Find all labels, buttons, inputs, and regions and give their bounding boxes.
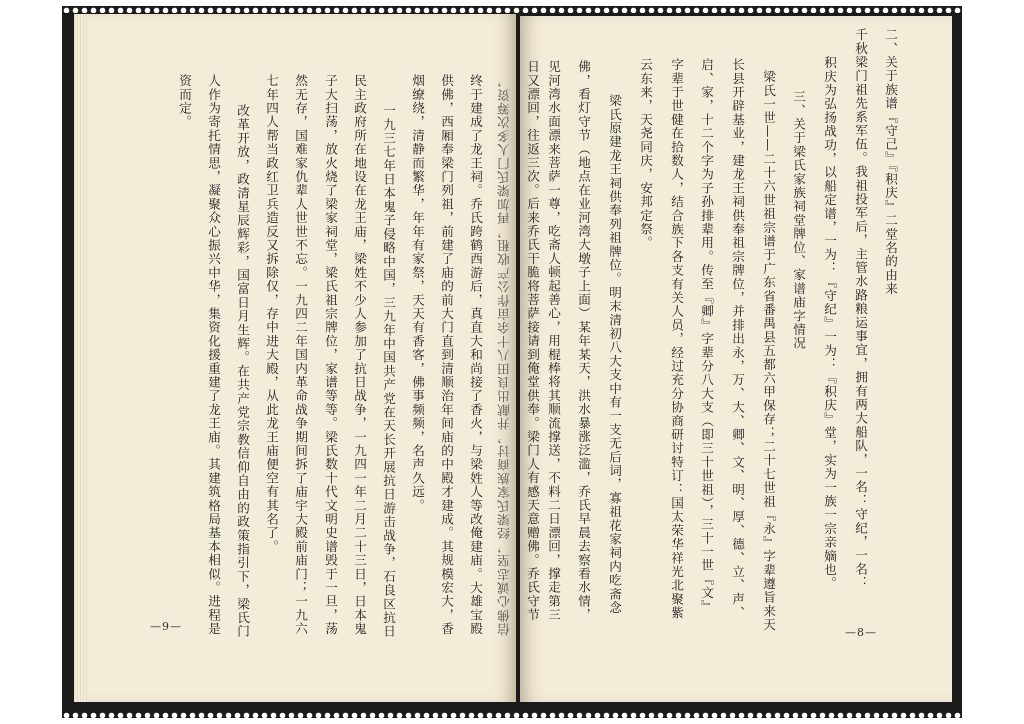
right-page-line-10: 梁氏原建龙王祠供奉列祖牌位。明末清初八大支中有一支无后词，寡祖花家祠内吃斋念 <box>607 94 622 615</box>
right-page-line-6: 长县开辟基业，建龙王祠供奉祖宗牌位，并排出永，万、大、卿、文、明、厚、德、立、声、 <box>730 58 745 620</box>
right-page-line-12: 见河湾水面漂来菩萨一尊，吃斋人顿起善心，用棍棒将其顺流撑送，不料二日漂回，撑走第三 <box>546 60 561 622</box>
right-page-line-13: 日又漂回，往返三次。后来乔氏干脆将菩萨接请到俺堂供奉。梁门人有感天意赠佛。乔氏守节 <box>525 60 540 622</box>
left-page-line-1: 终于建成了龙王祠。乔氏跨鹤西游后，真直大和尚接了香火，与梁姓人等改俺建庙。大雄宝殿 <box>468 74 483 636</box>
right-page-line-8: 字辈于世健在拾数人，结合族下各支有关人员，经过充分协商研讨特订：国太荣华祥光北聚紫 <box>669 58 684 620</box>
right-page-line-11: 佛，看灯守节（地点在业河湾大墩子上面）某年某天，洪水暴涨泛滥，乔氏早晨去察看水情， <box>576 60 591 622</box>
left-page-line-9: 改革开放，政清星辰辉彩，国富日月生辉。在共产党宗教信仰自由的政策指引下，梁氏门 <box>235 104 250 639</box>
left-page-line-8: 七年四人帮当政红卫兵造反又拆除仅，存中进大殿，从此龙王庙便空有其名了。 <box>264 74 279 554</box>
right-page-line-5: 梁氏一世——二十六世祖宗谱于广东省番禺县五都六甲保存；二十七世祖『永』字辈遵旨来天 <box>761 70 776 632</box>
left-page-inverted-line: 信佛心诚志坚，经梁氏家族商讨，并献出良田八十余亩作公产收租，再加梁氏门人多次筹资， <box>497 74 512 636</box>
left-page-line-10: 人作为寄托情思，凝聚众心振兴中华，集资化援重建了龙王庙。其建筑格局基本相似。进程是 <box>206 74 221 636</box>
right-page-line-4: 三、关于梁氏家族祠堂牌位、家谱庙字情况 <box>791 90 806 351</box>
page-number-8: —8— <box>845 626 877 639</box>
right-page-line-7: 启、家，十二个字为子孙排辈用。传至『卿』字辈分八大支（即三十世祖），三十一世『文』 <box>699 58 714 614</box>
right-page-line-2: 千秋梁门祖先系军伍。我祖投军后，主管水路粮运事宜，拥有两大船队，一名：守纪，一名： <box>853 28 868 590</box>
right-page-line-1: 二、关于族谱『守己』『积庆』二堂名的由来 <box>883 28 898 296</box>
left-page-line-3: 烟缭绕，清静而繁华，年年有家祭，天天有香客，佛事频频，名声久远。 <box>410 74 425 513</box>
left-page-line-7: 然无存，国难家仇辈人世世不忘。一九四二年国内革命战争期间拆了庙宇大殿前庙门；一九六 <box>293 74 308 636</box>
right-page-line-9: 云东来，天尧同庆，安邦定祭。 <box>638 58 653 250</box>
page-number-9: —9— <box>150 620 182 633</box>
left-page-line-4: 一九三七年日本鬼子侵略中国，三九年中国共产党在天长开展抗日游击战争，石良区抗日 <box>381 104 396 639</box>
left-page-line-2: 供佛，西厢奉梁门列祖，前建了庙的前大门直到清顺治年间庙的中殿才建成。其规模宏大，香 <box>439 74 454 636</box>
left-page-line-11: 资而定。 <box>177 74 192 129</box>
right-page-line-3: 积庆为弘扬战功，以船定谱，一为：『守纪』一为：『积庆』堂，实为一族一宗亲嫡也。 <box>822 56 837 591</box>
page-edge-stack <box>74 14 88 702</box>
left-page-line-6: 子大扫荡，放火烧了梁家祠堂，梁氏祖宗牌位，家谱等等。梁氏数十代文明史谱毁于一旦，荡 <box>323 74 338 636</box>
left-page-line-5: 民主政府所在地设在龙王庙，梁姓不少人参加了抗日战争，一九四一年二月二十三日，日本鬼 <box>352 74 367 636</box>
